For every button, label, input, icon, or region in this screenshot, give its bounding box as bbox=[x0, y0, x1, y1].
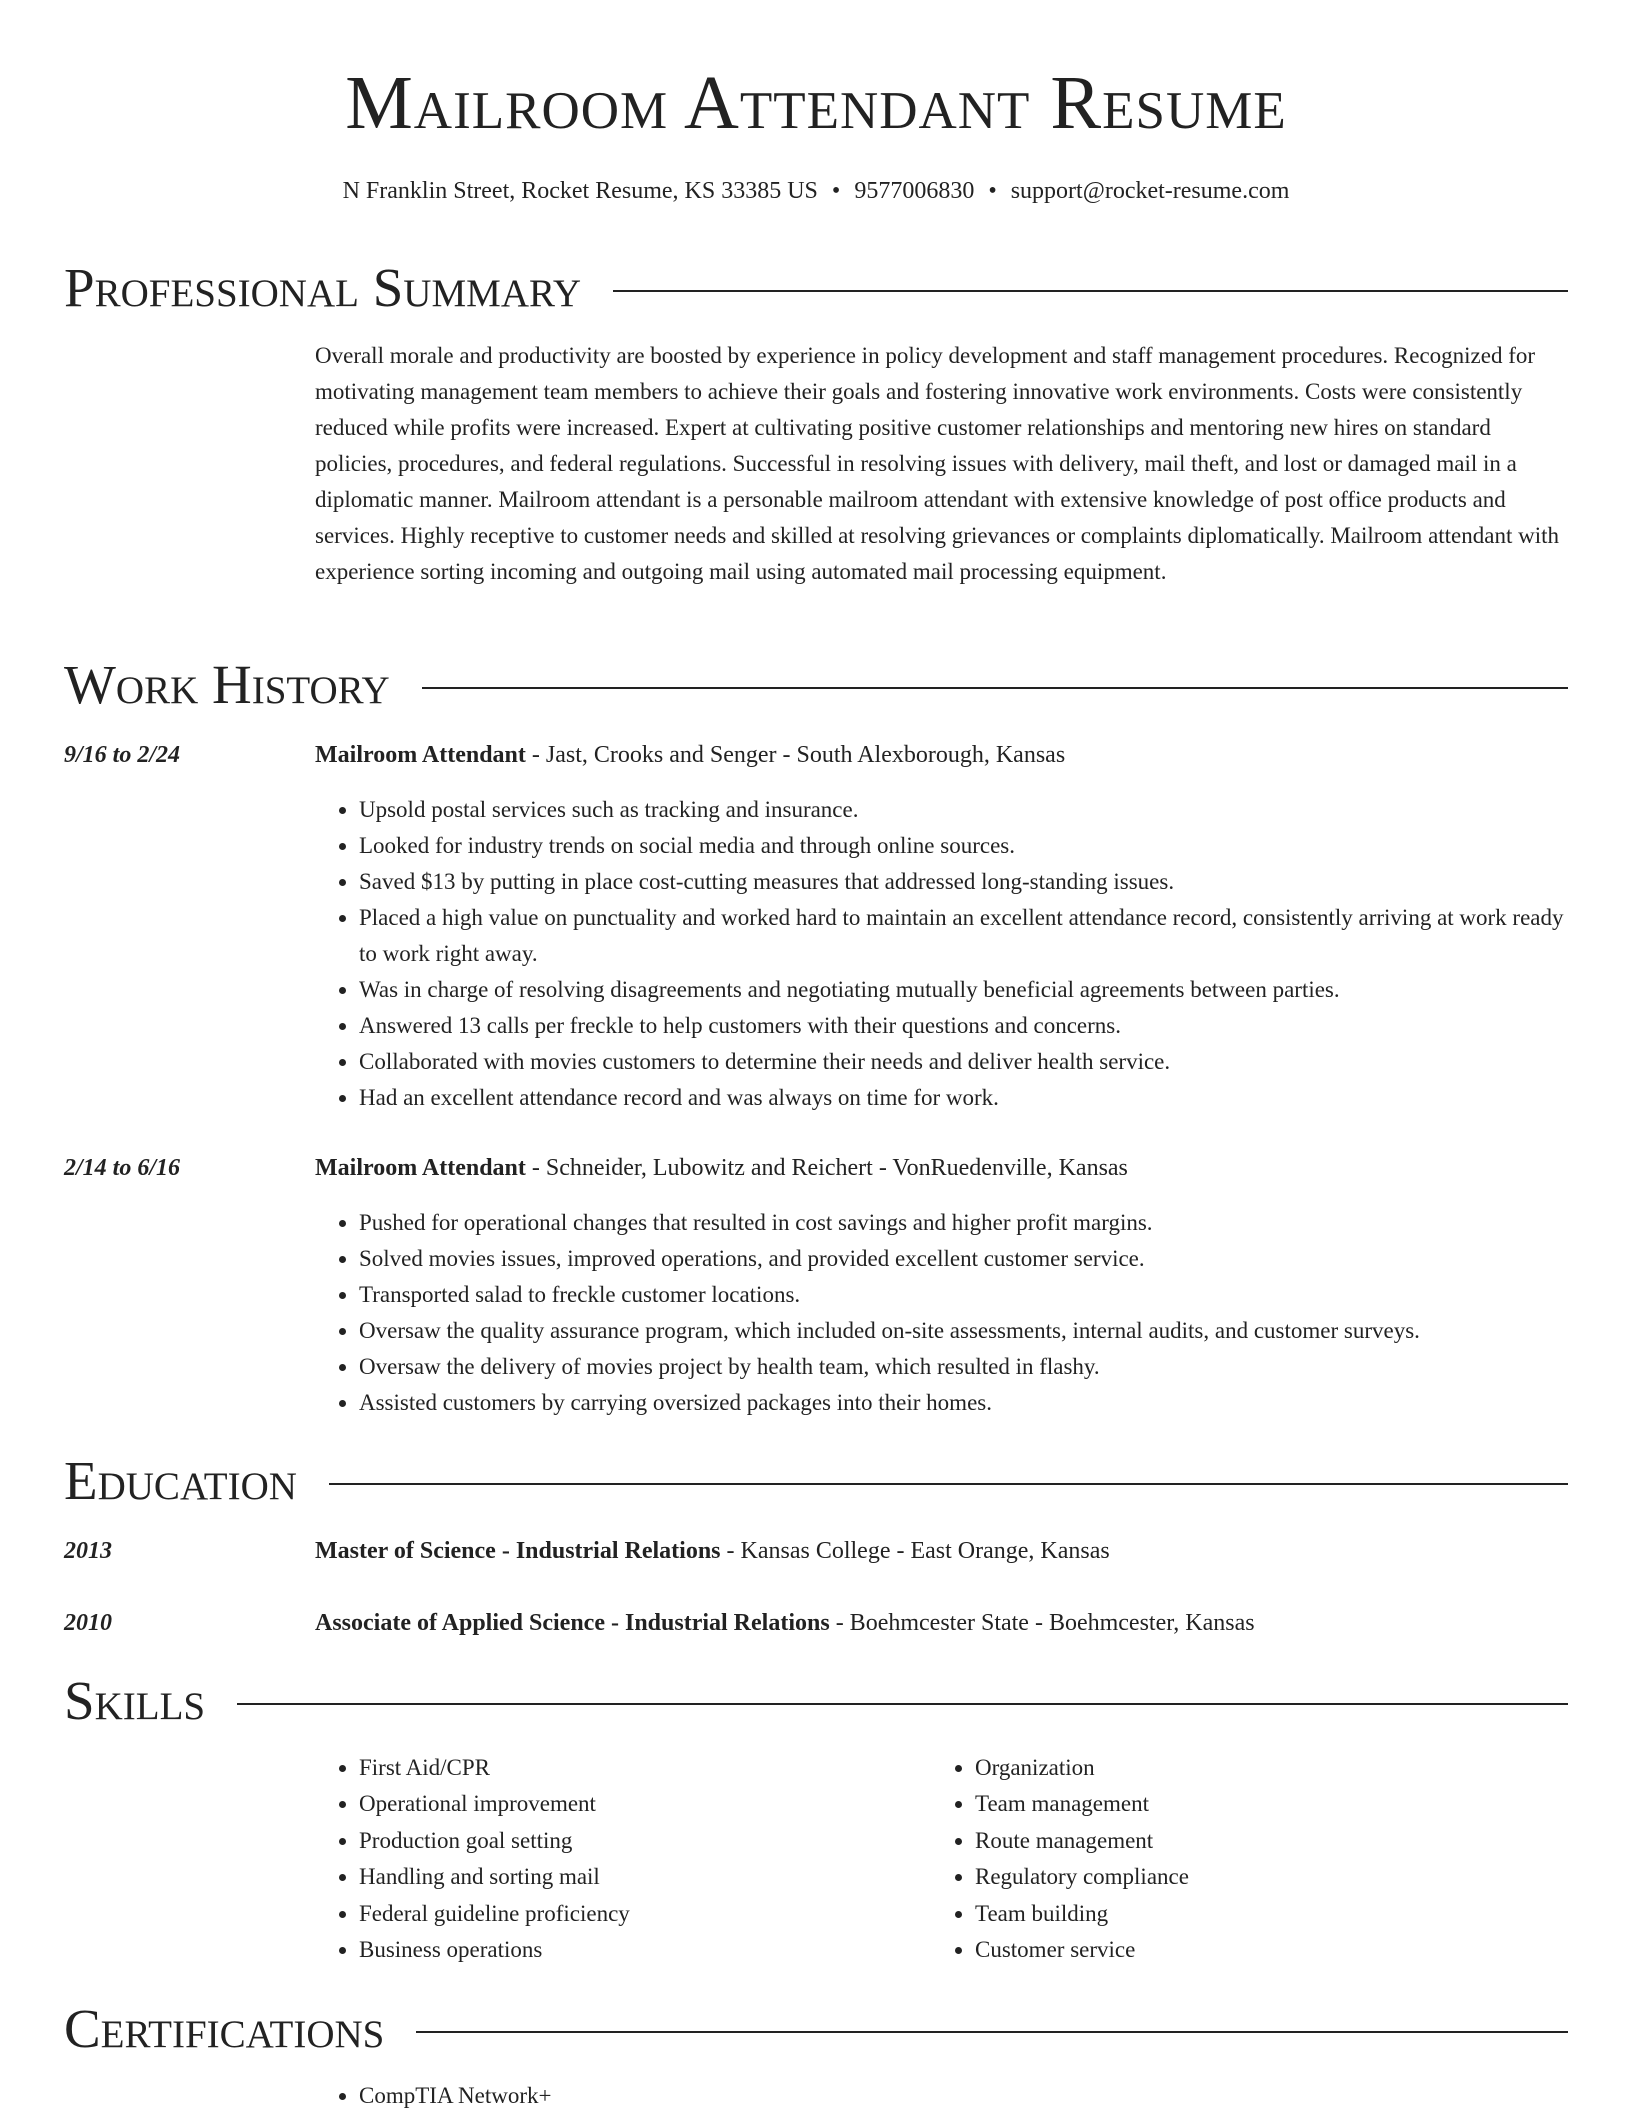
education-year: 2013 bbox=[64, 1538, 112, 1564]
contact-phone: 9577006830 bbox=[854, 178, 975, 204]
skills-list-left bbox=[315, 1750, 630, 1968]
work-bullet: • Answered 13 calls per freckle to help customers with their questions and concerns. bbox=[359, 1008, 1573, 1044]
work-bullet: • Solved movies issues, improved operations, and provided excellent customer service. bbox=[359, 1241, 1573, 1277]
work-title: Mailroom Attendant bbox=[315, 1155, 526, 1181]
skill-item: • Production goal setting bbox=[359, 1823, 630, 1859]
work-bullet: • Transported salad to freckle customer locations. bbox=[359, 1277, 1573, 1313]
education-degree: Associate of Applied Science - Industrial Relations bbox=[315, 1610, 830, 1636]
work-heading bbox=[315, 739, 1065, 771]
education-details: - Kansas College - East Orange, Kansas bbox=[720, 1538, 1110, 1564]
contact-separator: • bbox=[831, 178, 841, 204]
education-heading bbox=[315, 1535, 1110, 1567]
skill-item: • Operational improvement bbox=[359, 1786, 630, 1822]
contact-address: N Franklin Street, Rocket Resume, KS 33385 US bbox=[342, 178, 818, 204]
work-details: - Jast, Crooks and Senger - South Alexborough, Kansas bbox=[525, 742, 1066, 768]
education-details: - Boehmcester State - Boehmcester, Kansas bbox=[829, 1610, 1255, 1636]
skill-item: • First Aid/CPR bbox=[359, 1750, 630, 1786]
work-title: Mailroom Attendant bbox=[315, 742, 526, 768]
work-heading bbox=[315, 1152, 1128, 1184]
work-details: - Schneider, Lubowitz and Reichert - VonRuedenville, Kansas bbox=[525, 1155, 1128, 1181]
work-bullet: • Looked for industry trends on social media and through online sources. bbox=[359, 828, 1573, 864]
section-heading-education bbox=[64, 1451, 1568, 1511]
education-degree: Master of Science - Industrial Relations bbox=[315, 1538, 721, 1564]
work-bullet: • Was in charge of resolving disagreements and negotiating mutually beneficial agreements between parties. bbox=[359, 972, 1573, 1008]
work-bullets bbox=[315, 1205, 1573, 1421]
work-bullet: • Pushed for operational changes that resulted in cost savings and higher profit margins. bbox=[359, 1205, 1573, 1241]
section-title-work: Work History bbox=[64, 654, 390, 715]
skill-item: • Handling and sorting mail bbox=[359, 1859, 630, 1895]
section-title-education: Education bbox=[64, 1450, 297, 1511]
skill-item: • Route management bbox=[975, 1823, 1189, 1859]
section-title-skills: Skills bbox=[64, 1670, 206, 1731]
section-rule bbox=[422, 687, 1568, 689]
work-bullets bbox=[315, 792, 1573, 1116]
section-title-summary: Professional Summary bbox=[64, 257, 582, 318]
work-bullet: • Oversaw the quality assurance program, which included on-site assessments, internal audits, and customer surveys. bbox=[359, 1313, 1573, 1349]
work-bullet: • Collaborated with movies customers to determine their needs and deliver health service. bbox=[359, 1044, 1573, 1080]
work-bullet: • Oversaw the delivery of movies project by health team, which resulted in flashy. bbox=[359, 1349, 1573, 1385]
skill-item: • Customer service bbox=[975, 1932, 1189, 1968]
certification-item: • CompTIA Network+ bbox=[359, 2078, 551, 2114]
contact-email: support@rocket-resume.com bbox=[1010, 178, 1290, 204]
work-bullet: • Assisted customers by carrying oversized packages into their homes. bbox=[359, 1385, 1573, 1421]
skill-item: • Team management bbox=[975, 1786, 1189, 1822]
education-year: 2010 bbox=[64, 1610, 112, 1636]
skill-item: • Regulatory compliance bbox=[975, 1859, 1189, 1895]
work-date: 9/16 to 2/24 bbox=[64, 742, 181, 768]
skill-item: • Organization bbox=[975, 1750, 1189, 1786]
skill-item: • Business operations bbox=[359, 1932, 630, 1968]
section-rule bbox=[416, 2031, 1568, 2033]
resume-title: Mailroom Attendant Resume bbox=[345, 61, 1287, 145]
summary-text: Overall morale and productivity are boosted by experience in policy development and staff management procedures. Recognized for motivating management team members to achieve their goals and fostering innovative work environments. Costs were consistently reduced while profits were increased. Expert at cultivating positive customer relationships and mentoring new hires on standard policies, procedures, and federal regulations. Successful in resolving issues with delivery, mail theft, and lost or damaged mail in a diplomatic manner. Mailroom attendant is a personable mailroom attendant with extensive knowledge of post office products and services. Highly receptive to customer needs and skilled at resolving grievances or complaints diplomatically. Mailroom attendant with experience sorting incoming and outgoing mail using automated mail processing equipment. bbox=[315, 343, 1559, 584]
work-bullet: • Upsold postal services such as tracking and insurance. bbox=[359, 792, 1573, 828]
section-rule bbox=[329, 1483, 1568, 1485]
section-title-certifications: Certifications bbox=[64, 1998, 385, 2059]
section-rule bbox=[613, 290, 1568, 292]
education-heading bbox=[315, 1607, 1255, 1639]
work-bullet: • Had an excellent attendance record and was always on time for work. bbox=[359, 1080, 1573, 1116]
section-rule bbox=[237, 1703, 1568, 1705]
contact-line bbox=[0, 176, 1632, 206]
skill-item: • Team building bbox=[975, 1896, 1189, 1932]
section-heading-skills bbox=[64, 1671, 1568, 1731]
work-date: 2/14 to 6/16 bbox=[64, 1155, 181, 1181]
work-bullet: • Placed a high value on punctuality and worked hard to maintain an excellent attendance record, consistently arriving at work ready to work right away. bbox=[359, 900, 1573, 972]
work-bullet: • Saved $13 by putting in place cost-cutting measures that addressed long-standing issues. bbox=[359, 864, 1573, 900]
certifications-list bbox=[315, 2078, 551, 2114]
section-heading-summary bbox=[64, 258, 1568, 318]
section-heading-certifications bbox=[64, 1999, 1568, 2059]
skill-item: • Federal guideline proficiency bbox=[359, 1896, 630, 1932]
skills-list-right bbox=[931, 1750, 1189, 1968]
section-heading-work bbox=[64, 655, 1568, 715]
contact-separator: • bbox=[988, 178, 997, 204]
